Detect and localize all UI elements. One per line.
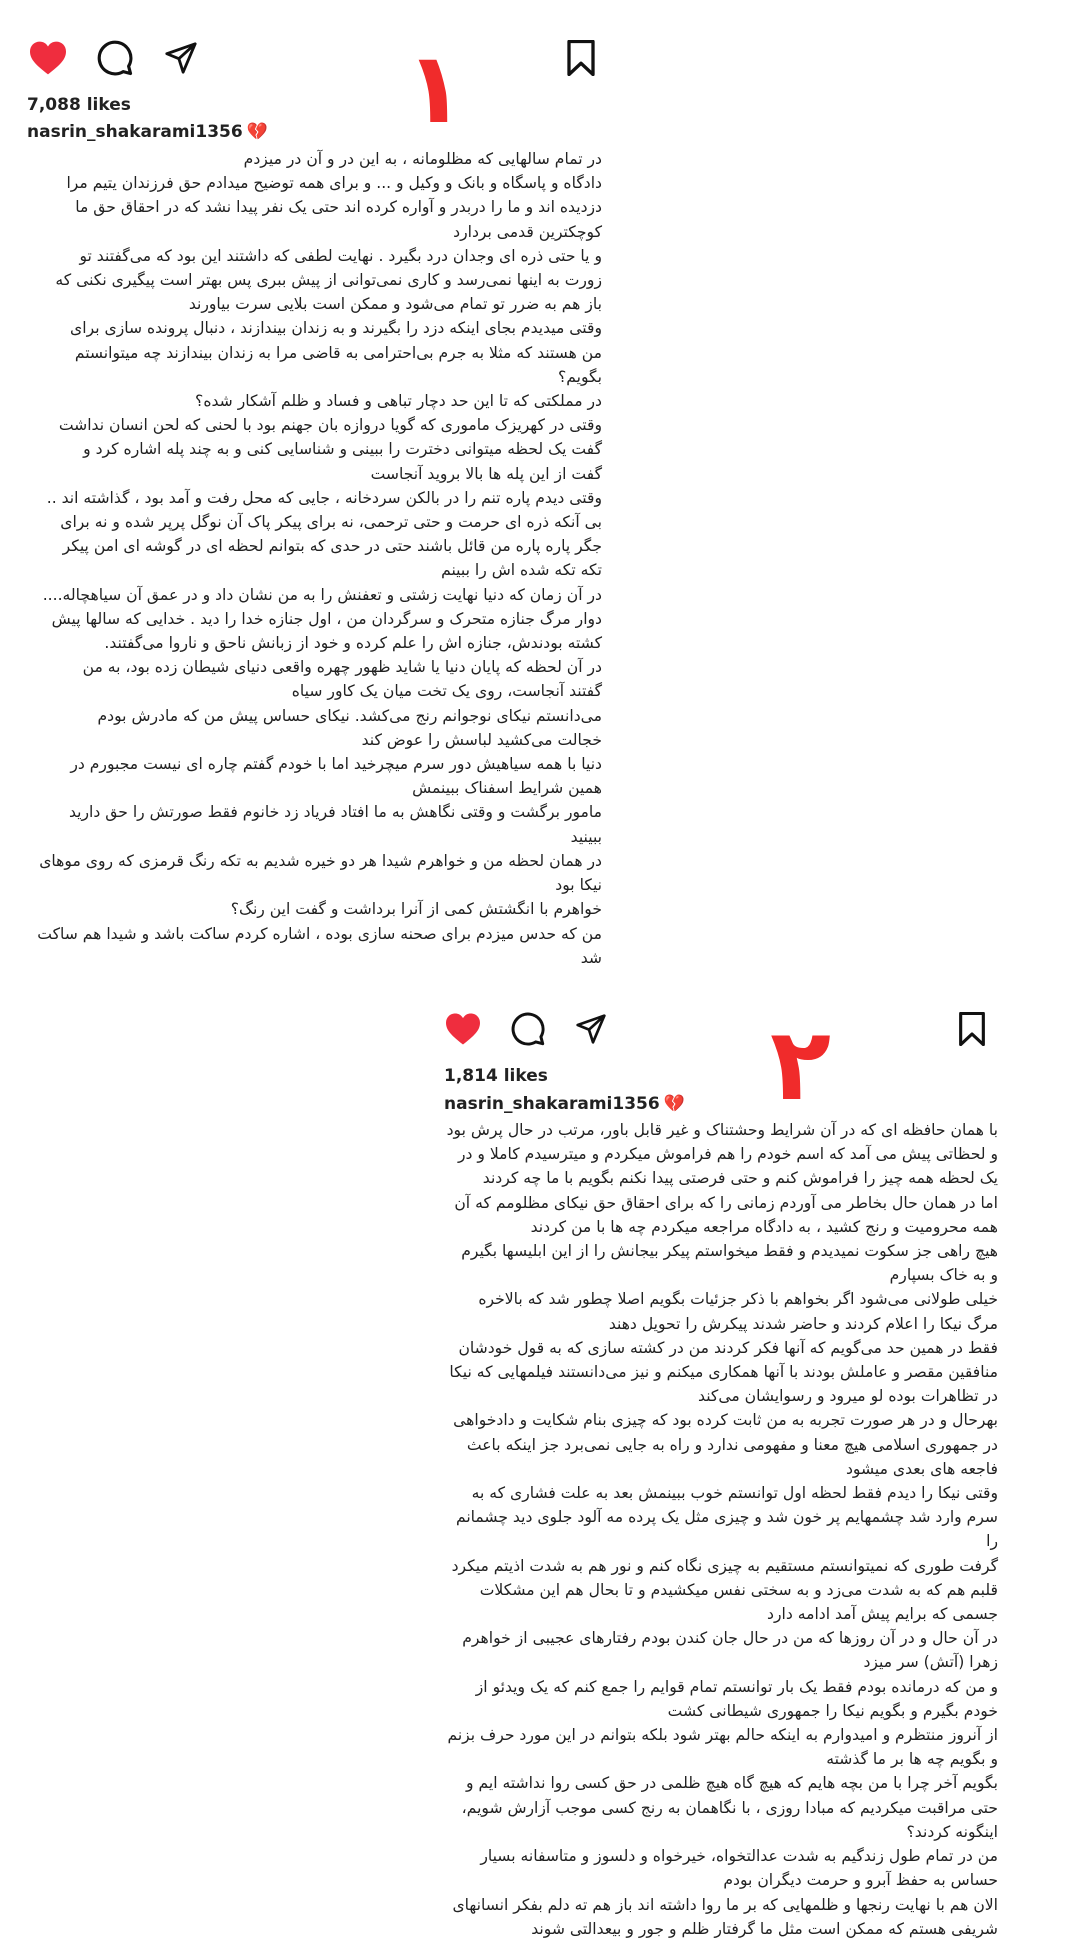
caption-line: فاجعه های بعدی میشود bbox=[845, 1459, 998, 1478]
caption-line: خواهرم با انگشتش کمی از آنرا برداشت و گفت این رنگ؟ bbox=[230, 900, 602, 919]
broken-heart-emoji: 💔 bbox=[246, 122, 268, 142]
caption-line: مامور برگشت و وقتی نگاهش به ما افتاد فریاد زد خانوم فقط صورتش را حق دارید bbox=[68, 803, 602, 822]
caption-line: زهرا (آتش) سر میزد bbox=[863, 1653, 998, 1672]
caption-line: جگر پاره پاره من قائل باشند حتی در حدی که بتوانم لحظه ای در گوشه ای امن پیکر bbox=[62, 537, 602, 556]
caption-line: اما در همان حال بخاطر می آوردم زمانی را که برای احقاق حق نیکای مظلومم که آن bbox=[454, 1193, 998, 1212]
caption-line: در جمهوری اسلامی هیچ معنا و مفهومی ندارد و راه به جایی نمی‌برد جز اینکه باعث bbox=[466, 1435, 998, 1454]
caption-line: تکه تکه شده اش را ببینم bbox=[441, 561, 602, 580]
caption-line: بگویم آخر چرا با من بچه هایم که هیچ گاه هیچ ظلمی در حق کسی روا نداشته ایم و bbox=[466, 1774, 998, 1793]
caption-line: من که حدس میزدم برای صحنه سازی بوده ، اشاره کردم ساکت باشد و شیدا هم ساکت bbox=[37, 924, 602, 943]
caption-line: نیکا بود bbox=[555, 876, 602, 895]
caption-line: و یا حتی ذره ای وجدان درد بگیرد . نهایت لطفی که داشتند این بود که می‌گفتند تو bbox=[79, 246, 602, 265]
caption-line: کوچکترین قدمی بردارد bbox=[453, 222, 602, 241]
like-heart-icon[interactable] bbox=[28, 40, 68, 76]
caption-line: گرفت طوری که نمیتوانستم مستقیم به چیزی نگاه کنم و نور هم به شدت اذیتم میکرد bbox=[451, 1556, 998, 1575]
caption-line: با همان حافظه ای که در آن شرایط وحشتناک و غیر قابل باور، مرتب در حال پرش بود bbox=[446, 1121, 998, 1139]
caption-line: خجالت می‌کشید لباسش را عوض کند bbox=[361, 730, 602, 749]
caption-line: باز هم به ضرر تو تمام می‌شود و ممکن است بلایی سرت بیاورند bbox=[188, 295, 602, 314]
caption-line: گفتند آنجاست، روی یک تخت میان یک کاور سیاه bbox=[291, 682, 602, 701]
caption-line: قلبم هم که به شدت می‌زد و به سختی نفس میکشیدم و تا بحال هم این مشکلات bbox=[479, 1580, 998, 1599]
post-2-number-annotation: ۲ bbox=[770, 1006, 832, 1123]
post-1-username-text[interactable]: nasrin_shakarami1356 bbox=[27, 122, 243, 142]
caption-line: گفت یک لحظه میتوانی دخترت را ببینی و شناسایی کنی و به چند پله اشاره کرد و bbox=[83, 440, 602, 459]
caption-line: اینگونه کردند؟ bbox=[906, 1822, 998, 1841]
like-heart-icon[interactable] bbox=[444, 1012, 482, 1046]
caption-line: فقط در همین حد می‌گویم که آنها فکر کردند من در کشته سازی که به قول خودشان bbox=[458, 1338, 998, 1357]
caption-line: دوار مرگ جنازه متحرک و سرگردان من ، اول جنازه خدا را دید . خدایی که سالها پیش bbox=[51, 609, 602, 628]
caption-line: بگویم؟ bbox=[557, 367, 602, 386]
comment-icon[interactable] bbox=[96, 39, 134, 77]
caption-line: یک لحظه همه چیز را فراموش کنم و حتی فرصتی پیدا نکنم بگویم با ما چه کردند bbox=[482, 1169, 998, 1188]
caption-line: خیلی طولانی می‌شود اگر بخواهم با ذکر جزئیات بگویم اصلا چطور شد که بالاخره bbox=[478, 1290, 998, 1309]
post-2-action-bar bbox=[440, 1012, 1060, 1068]
caption-line: من هستند که مثلا به جرم بی‌احترامی به قاضی مرا به زندان بیندازند چه میتوانستم bbox=[74, 343, 602, 362]
caption-line: همین شرایط اسفناک ببینمش bbox=[412, 779, 602, 798]
post-1-action-bar bbox=[0, 38, 620, 94]
caption-line: منافقین مقصر و عاملش بودند با آنها همکاری میکنم و نیز می‌دانستند فیلمهایی که نیکا bbox=[449, 1363, 998, 1382]
caption-line: وقتی میدیدم بجای اینکه دزد را بگیرند و به زندان بیندازند ، دنبال پرونده سازی برای bbox=[70, 319, 602, 338]
post-1 bbox=[0, 0, 620, 1000]
caption-line: شریفی هستم که ممکن است مثل ما گرفتار ظلم و جور و بیعدالتی شوند bbox=[531, 1919, 998, 1938]
caption-line: مرگ نیکا را اعلام کردند و حاضر شدند پیکرش را تحویل دهند bbox=[608, 1314, 998, 1333]
caption-line: در تمام سالهایی که مظلومانه ، به این در و آن در میزدم bbox=[243, 150, 602, 168]
caption-line: بهرحال و در هر صورت تجربه به من ثابت کرده بود که چیزی بنام شکایت و دادخواهی bbox=[453, 1411, 998, 1430]
caption-line: حساس به حفظ آبرو و حرمت دیگران بودم bbox=[723, 1871, 998, 1890]
caption-line: ببینید bbox=[570, 827, 602, 846]
save-bookmark-icon[interactable] bbox=[957, 1012, 987, 1046]
caption-line: و بگویم چه ها بر ما گذشته bbox=[826, 1750, 998, 1769]
caption-line: وقتی نیکا را دیدم فقط لحظه اول توانستم خوب ببینمش بعد به علت فشاری که به bbox=[471, 1484, 998, 1503]
post-2 bbox=[440, 1006, 1060, 1938]
caption-line: هیچ راهی جز سکوت نمیدیدم و فقط میخواستم پیکر بیجانش را از این ابلیسها بگیرم bbox=[461, 1242, 998, 1261]
caption-line: و به خاک بسپارم bbox=[889, 1266, 998, 1285]
caption-line: الان هم با نهایت رنجها و ظلمهایی که بر ما روا داشته اند باز هم ته دلم بفکر انسانهای bbox=[452, 1895, 998, 1914]
caption-line: در آن زمان که دنیا نهایت زشتی و تعفنش را به من نشان داد و در عمق آن سیاهچاله.... bbox=[42, 585, 602, 604]
share-paper-plane-icon[interactable] bbox=[574, 1013, 608, 1045]
caption-line: همه محرومیت و رنج کشید ، به دادگاه مراجعه میکردم چه ها با من کردند bbox=[530, 1217, 998, 1236]
caption-line: می‌دانستم نیکای نوجوانم رنج می‌کشد. نیکای حساس پیش من که مادرش بودم bbox=[97, 706, 602, 725]
caption-line: دادگاه و پاسگاه و بانک و وکیل و ... و برای همه توضیح میدادم حق فرزندان یتیم مرا bbox=[66, 174, 602, 193]
caption-line: دنیا با همه سیاهیش دور سرم میچرخید اما با خودم گفتم چاره ای نیست مجبورم در bbox=[70, 755, 602, 774]
caption-line: در همان لحظه من و خواهرم شیدا هر دو خیره شدیم به تکه رنگ قرمزی که روی موهای bbox=[39, 851, 602, 870]
caption-line: کشته بودندش، جنازه اش را علم کرده و خود از زبانش ناحق و ناروا می‌گفتند. bbox=[104, 634, 602, 653]
caption-line: از آنروز منتظرم و امیدوارم به اینکه حالم بهتر شود بلکه بتوانم در این مورد حرف بزنم bbox=[447, 1726, 998, 1745]
caption-line: وقتی دیدم پاره تنم را در بالکن سردخانه ، جایی که محل رفت و آمد بود ، گذاشته اند .. bbox=[46, 488, 602, 507]
caption-line: در مملکتی که تا این حد دچار تباهی و فساد و ظلم آشکار شده؟ bbox=[195, 392, 602, 411]
post-1-likes-count[interactable]: 7,088 likes bbox=[27, 95, 131, 115]
caption-line: خودم بگیرم و بگویم نیکا را جمهوری شیطانی کشت bbox=[667, 1701, 998, 1720]
post-2-username[interactable] bbox=[444, 1094, 685, 1114]
save-bookmark-icon[interactable] bbox=[565, 40, 597, 76]
caption-line: حتی مراقبت میکردیم که مبادا روزی ، با نگاهمان به رنج کسی موجب آزارش شویم، bbox=[461, 1798, 998, 1817]
caption-line: جسمی که برایم پیش آمد ادامه دارد bbox=[767, 1605, 998, 1624]
post-2-likes-count[interactable]: 1,814 likes bbox=[444, 1066, 548, 1086]
caption-line: بی آنکه ذره ای حرمت و حتی ترحمی، نه برای پیکر پاک آن نوگل پرپر شده و نه برای bbox=[60, 513, 602, 532]
caption-line: در آن لحظه که پایان دنیا یا شاید ظهور چهره واقعی دنیای شیطان زده بود، به من bbox=[82, 658, 602, 677]
post-2-username-text[interactable]: nasrin_shakarami1356 bbox=[444, 1094, 660, 1114]
caption-line: در تظاهرات بوده لو میرود و رسوایشان می‌کند bbox=[698, 1387, 998, 1406]
comment-icon[interactable] bbox=[510, 1011, 546, 1047]
caption-line: شد bbox=[580, 948, 602, 967]
caption-line: دزدیده اند و ما را دربدر و آواره کرده اند حتی یک نفر پیدا نشد که در احقاق حق ما bbox=[75, 198, 602, 217]
caption-line: و من که درمانده بودم فقط یک بار توانستم تمام قوایم را جمع کنم که یک ویدئو از bbox=[475, 1677, 998, 1696]
post-2-caption bbox=[440, 1118, 998, 1941]
caption-line: من در تمام طول زندگیم به شدت عدالتخواه، خیرخواه و دلسوز و متاسفانه بسیار bbox=[480, 1847, 998, 1866]
post-1-caption bbox=[20, 147, 602, 970]
broken-heart-emoji: 💔 bbox=[663, 1094, 685, 1114]
post-1-username[interactable] bbox=[27, 122, 268, 142]
caption-line: گفت از این پله ها بالا بروید آنجاست bbox=[370, 464, 602, 483]
caption-line: زورت به اینها نمی‌رسد و کاری نمی‌توانی از پیش ببری پس بهتر است پیگیری نکنی که bbox=[55, 271, 602, 290]
post-1-number-annotation: ۱ bbox=[405, 32, 465, 146]
caption-line: وقتی در کهریزک ماموری که گویا دروازه بان جهنم بود با لحنی که لحن انسان نداشت bbox=[58, 416, 602, 435]
caption-line: در آن حال و در آن روزها که من در حال جان کندن بودم رفتارهای عجیبی از خواهرم bbox=[462, 1629, 998, 1648]
caption-line: سرم وارد شد چشمهایم پر خون شد و چیزی مثل یک پرده مه آلود جلوی دید چشمانم را bbox=[455, 1508, 998, 1551]
caption-line: و لحظاتی پیش می آمد که اسم خودم را هم فراموش میکردم و میترسیدم کاملا و در bbox=[457, 1145, 998, 1164]
share-paper-plane-icon[interactable] bbox=[163, 41, 199, 75]
